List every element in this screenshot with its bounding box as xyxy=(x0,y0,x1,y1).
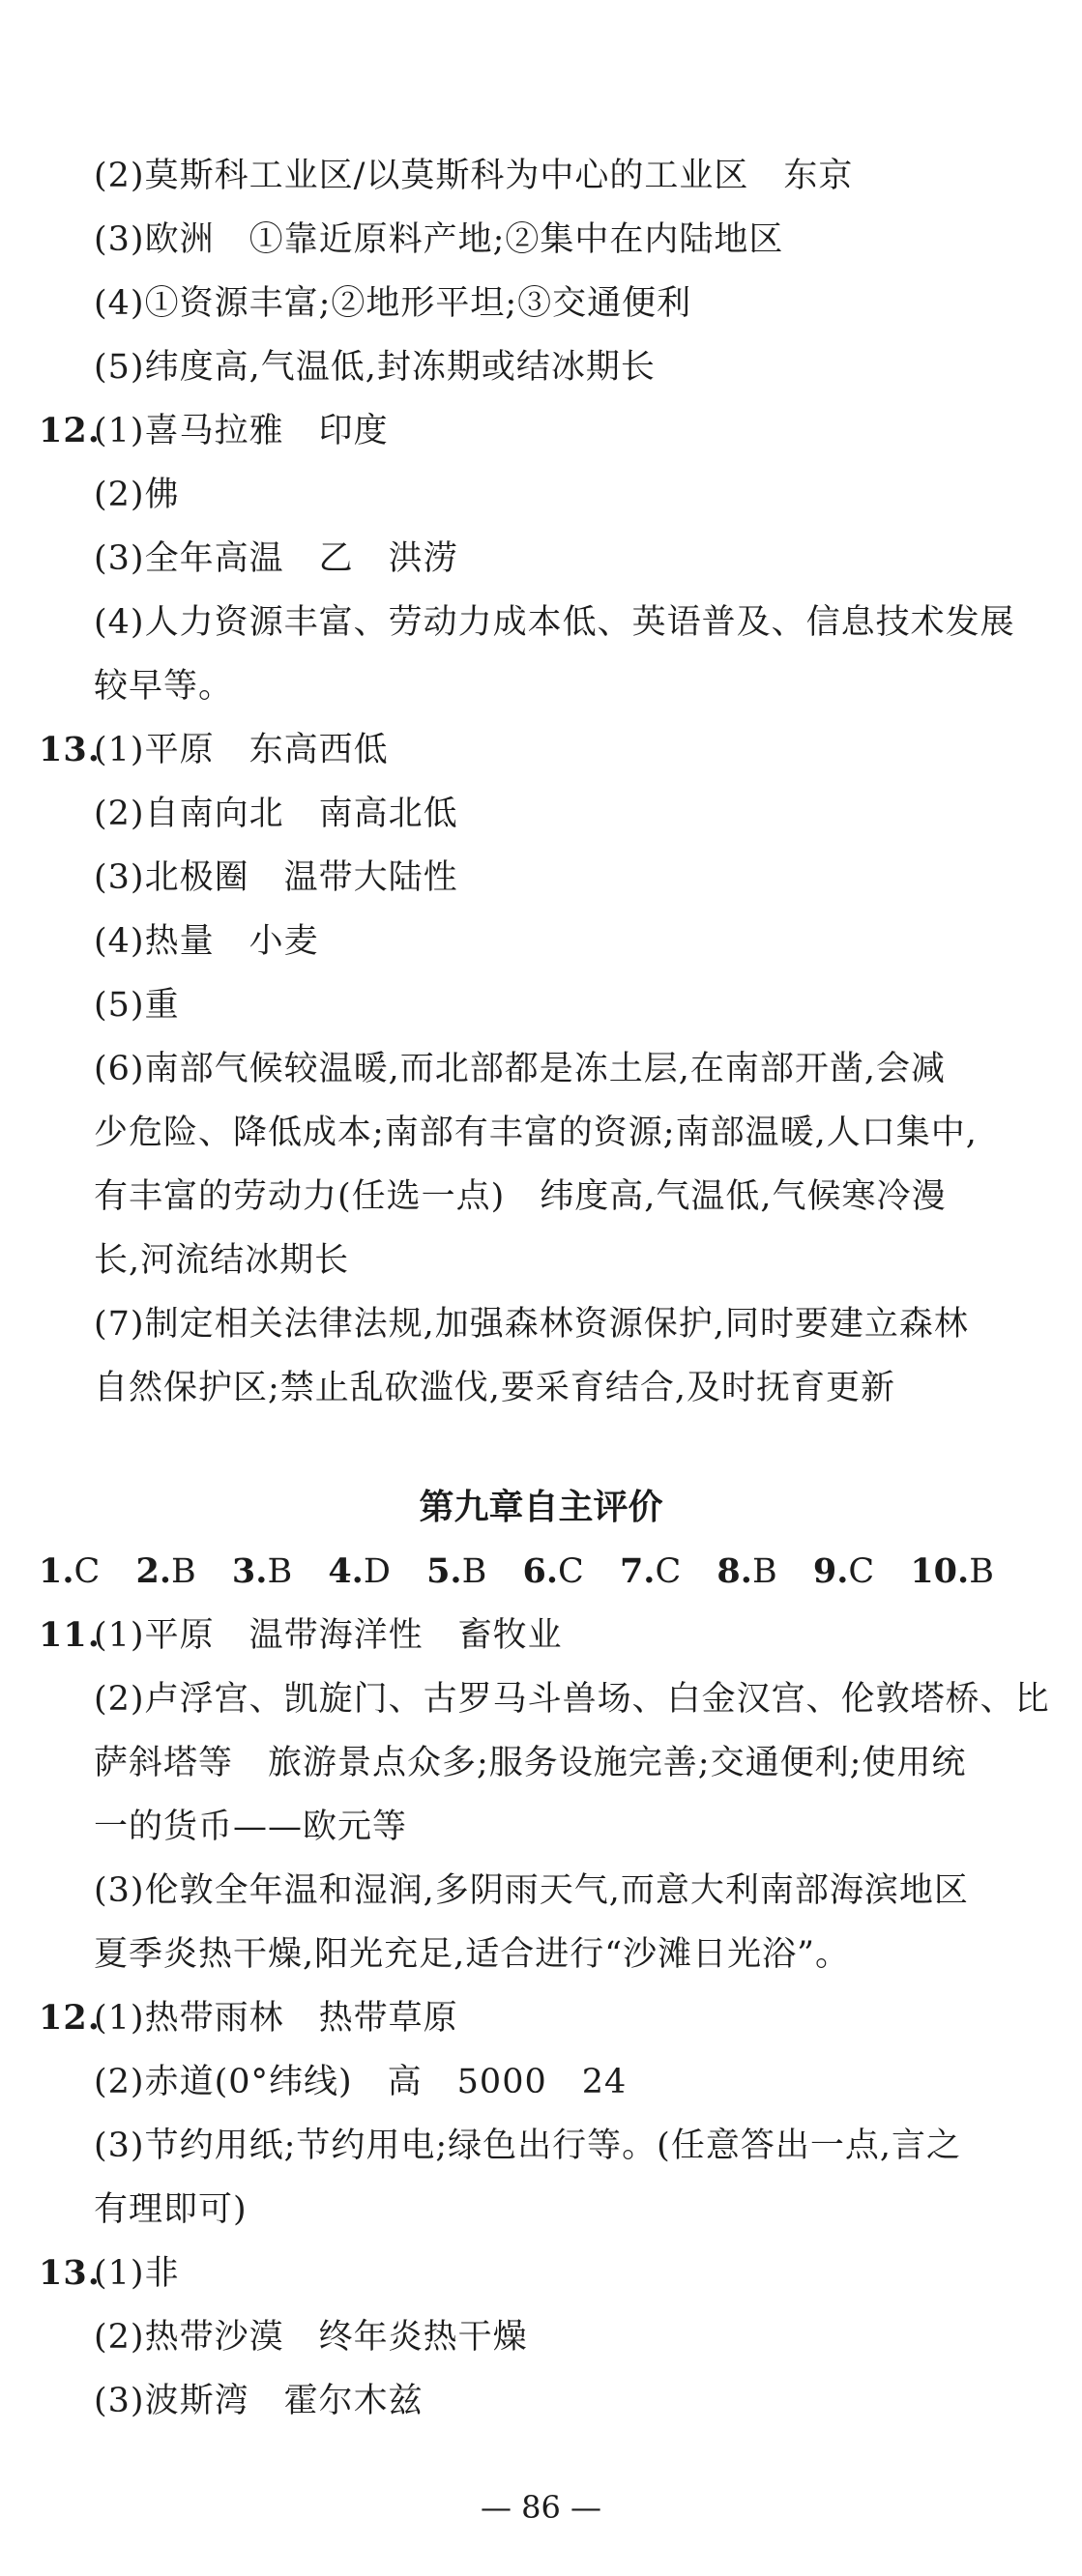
answer-line: (3)波斯湾 霍尔木兹 xyxy=(94,2382,424,2420)
answer-line: 长,河流结冰期长 xyxy=(94,1241,350,1280)
answer-line: (2)自南向北 南高北低 xyxy=(94,795,458,833)
answer-line: (2)卢浮宫、凯旋门、古罗马斗兽场、白金汉宫、伦敦塔桥、比 xyxy=(94,1680,1050,1719)
mc-item: 7.C xyxy=(619,1551,682,1591)
answer-line: (1)热带雨林 热带草原 xyxy=(94,1999,458,2038)
answer-line: (2)莫斯科工业区/以莫斯科为中心的工业区 东京 xyxy=(94,157,854,195)
mc-item: 6.C xyxy=(522,1551,584,1591)
question-number: 12. xyxy=(39,1998,101,2038)
answer-line: 萨斜塔等 旅游景点众多;服务设施完善;交通便利;使用统 xyxy=(94,1744,967,1782)
mc-item: 10.B xyxy=(910,1551,994,1591)
answer-line: (3)节约用纸;节约用电;绿色出行等。(任意答出一点,言之 xyxy=(94,2127,961,2165)
answer-line: 有丰富的劳动力(任选一点) 纬度高,气温低,气候寒冷漫 xyxy=(94,1177,947,1216)
answer-line: 少危险、降低成本;南部有丰富的资源;南部温暖,人口集中, xyxy=(94,1114,978,1152)
answer-line: (3)伦敦全年温和湿润,多阴雨天气,而意大利南部海滨地区 xyxy=(94,1871,969,1910)
answer-line: (2)佛 xyxy=(94,476,180,514)
chapter-heading: 第九章自主评价 xyxy=(419,1488,663,1527)
mc-item: 2.B xyxy=(135,1551,196,1591)
answer-line: (1)平原 东高西低 xyxy=(94,731,389,769)
mc-item: 5.B xyxy=(426,1551,487,1591)
mc-item: 8.B xyxy=(716,1551,777,1591)
mc-item: 3.B xyxy=(231,1551,293,1591)
question-number: 11. xyxy=(39,1615,101,1655)
question-number: 13. xyxy=(39,730,101,769)
answer-line: 有理即可) xyxy=(94,2190,248,2229)
answer-line: (1)平原 温带海洋性 畜牧业 xyxy=(94,1616,563,1655)
answer-line: (5)纬度高,气温低,封冻期或结冰期长 xyxy=(94,348,656,387)
answer-line: (3)欧洲 ①靠近原料产地;②集中在内陆地区 xyxy=(94,220,784,259)
answer-line: (6)南部气候较温暖,而北部都是冻土层,在南部开凿,会减 xyxy=(94,1050,946,1088)
answer-line: (3)全年高温 乙 洪涝 xyxy=(94,539,458,578)
mc-item: 1.C xyxy=(39,1551,101,1591)
mc-item: 9.C xyxy=(812,1551,875,1591)
answer-line: (2)热带沙漠 终年炎热干燥 xyxy=(94,2318,528,2357)
answer-line: 一的货币——欧元等 xyxy=(94,1808,408,1846)
answer-line: (3)北极圈 温带大陆性 xyxy=(94,858,458,897)
answer-line: (2)赤道(0°纬线) 高 5000 24 xyxy=(94,2063,628,2101)
answer-line: (1)非 xyxy=(94,2254,180,2293)
answer-line: 夏季炎热干燥,阳光充足,适合进行“沙滩日光浴”。 xyxy=(94,1935,851,1974)
answer-line: 较早等。 xyxy=(94,667,234,706)
mc-item: 4.D xyxy=(328,1551,391,1591)
answer-line: (4)人力资源丰富、劳动力成本低、英语普及、信息技术发展 xyxy=(94,603,1015,642)
multiple-choice-answers xyxy=(39,1552,1019,1591)
answer-line: (7)制定相关法律法规,加强森林资源保护,同时要建立森林 xyxy=(94,1305,969,1344)
question-number: 12. xyxy=(39,411,101,450)
answer-line: 自然保护区;禁止乱砍滥伐,要采育结合,及时抚育更新 xyxy=(94,1369,896,1407)
answer-line: (5)重 xyxy=(94,986,180,1025)
answer-line: (1)喜马拉雅 印度 xyxy=(94,412,389,450)
answer-line: (4)①资源丰富;②地形平坦;③交通便利 xyxy=(94,284,692,323)
answer-line: (4)热量 小麦 xyxy=(94,922,319,961)
question-number: 13. xyxy=(39,2253,101,2293)
page-number: — 86 — xyxy=(480,2489,602,2526)
